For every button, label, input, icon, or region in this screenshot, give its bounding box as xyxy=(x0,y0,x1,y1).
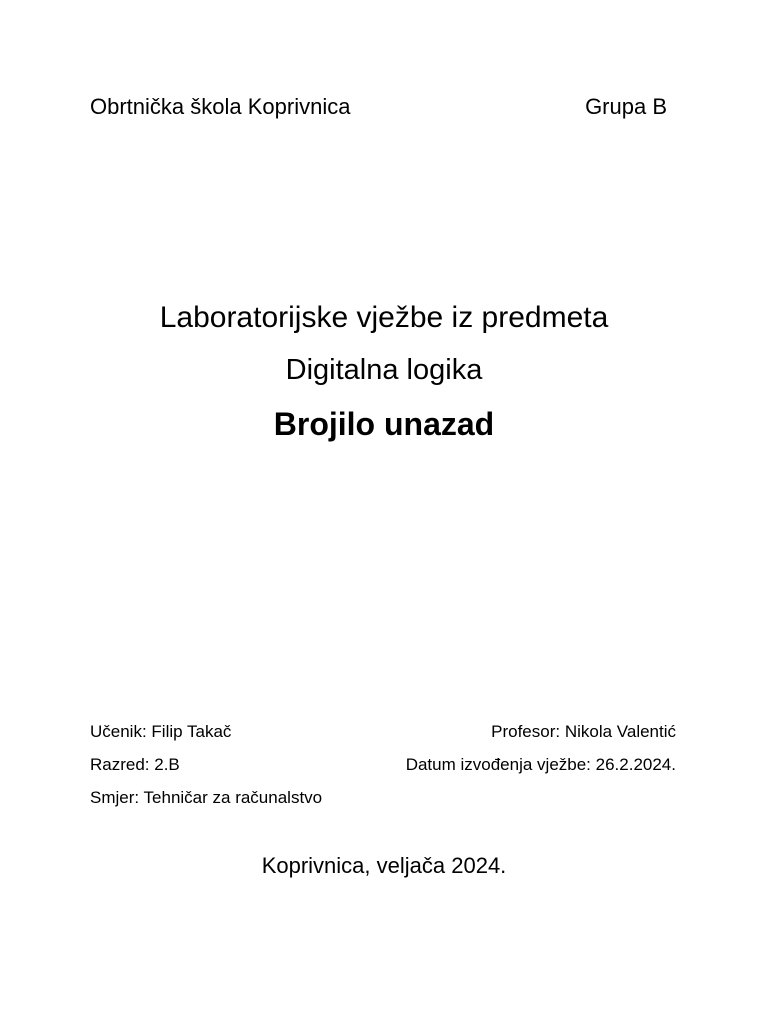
program-label: Smjer: Tehničar za računalstvo xyxy=(90,788,323,807)
document-title: Brojilo unazad xyxy=(273,406,495,442)
place-and-date: Koprivnica, veljača 2024. xyxy=(261,853,507,878)
professor-name: Profesor: Nikola Valentić xyxy=(491,722,676,741)
subject-name: Digitalna logika xyxy=(285,354,483,386)
school-name: Obrtnička škola Koprivnica xyxy=(90,94,351,119)
group-label: Grupa B xyxy=(585,94,667,119)
exercise-date: Datum izvođenja vježbe: 26.2.2024. xyxy=(405,755,676,774)
student-name: Učenik: Filip Takač xyxy=(90,722,232,741)
class-label: Razred: 2.B xyxy=(90,755,180,774)
title-intro: Laboratorijske vježbe iz predmeta xyxy=(159,301,609,334)
